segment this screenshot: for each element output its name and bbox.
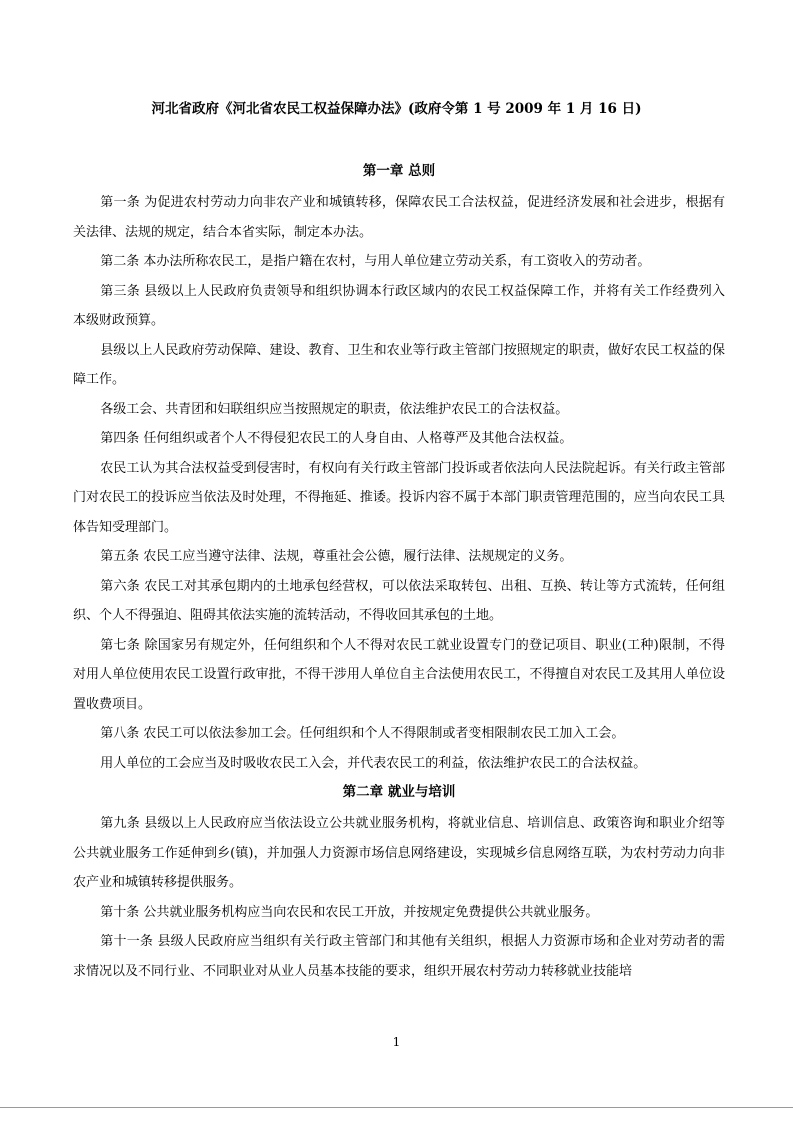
article-3: 第三条 县级以上人民政府负责领导和组织协调本行政区域内的农民工权益保障工作，并将有关工作经费列入本级财政预算。 — [73, 283, 725, 328]
page-number: 1 — [392, 1035, 401, 1049]
article-8: 第八条 农民工可以依法参加工会。任何组织和个人不得限制或者变相限制农民工加入工会。 — [100, 726, 625, 741]
article-2: 第二条 本办法所称农民工，是指户籍在农村，与用人单位建立劳动关系，有工资收入的劳动者。 — [100, 254, 651, 269]
article-8-paragraph-2: 用人单位的工会应当及时吸收农民工入会，并代表农民工的利益，依法维护农民工的合法权益。 — [100, 755, 647, 771]
article-9: 第九条 县级以上人民政府应当依法设立公共就业服务机构，将就业信息、培训信息、政策咨询和职业介绍等公共就业服务工作延伸到乡(镇)，并加强人力资源市场信息网络建设，实现城乡信息网络互联，为农村劳动力向非农产业和城镇转移提供服务。 — [73, 816, 725, 890]
article-3-paragraph-3: 各级工会、共青团和妇联组织应当按照规定的职责，依法维护农民工的合法权益。 — [100, 401, 569, 417]
article-11: 第十一条 县级人民政府应当组织有关行政主管部门和其他有关组织，根据人力资源市场和企业对劳动者的需求情况以及不同行业、不同职业对从业人员基本技能的要求，组织开展农村劳动力转移就业技能培 — [73, 934, 725, 979]
chapter-heading: 第二章 就业与培训 — [342, 784, 456, 800]
article-4: 第四条 任何组织或者个人不得侵犯农民工的人身自由、人格尊严及其他合法权益。 — [100, 431, 573, 446]
article-7: 第七条 除国家另有规定外，任何组织和个人不得对农民工就业设置专门的登记项目、职业(工种)限制，不得对用人单位使用农民工设置行政审批，不得干涉用人单位自主合法使用农民工，不得擅自对农民工及其用人单位设置收费项目。 — [73, 637, 725, 712]
article-6: 第六条 农民工对其承包期内的土地承包经营权，可以依法采取转包、出租、互换、转让等方式流转，任何组织、个人不得强迫、阻碍其依法实施的流转活动，不得收回其承包的土地。 — [73, 578, 725, 623]
chapter-heading: 第一章 总则 — [362, 163, 436, 179]
chapter-1 — [73, 161, 725, 778]
article-4-paragraph-2: 农民工认为其合法权益受到侵害时，有权向有关行政主管部门投诉或者依法向人民法院起诉。有关行政主管部门对农民工的投诉应当依法及时处理，不得拖延、推诿。投诉内容不属于本部门职责管理范围的，应当向农民工具体告知受理部门。 — [73, 460, 725, 535]
article-3-paragraph-2: 县级以上人民政府劳动保障、建设、教育、卫生和农业等行政主管部门按照规定的职责，做好农民工权益的保障工作。 — [73, 342, 725, 387]
document-body — [73, 161, 725, 990]
article-5: 第五条 农民工应当遵守法律、法规，尊重社会公德，履行法律、法规规定的义务。 — [100, 549, 573, 564]
page-bottom-divider — [0, 1107, 793, 1108]
article-1: 第一条 为促进农村劳动力向非农产业和城镇转移，保障农民工合法权益，促进经济发展和社会进步，根据有关法律、法规的规定，结合本省实际，制定本办法。 — [73, 195, 725, 240]
article-10: 第十条 公共就业服务机构应当向农民和农民工开放，并按规定免费提供公共就业服务。 — [100, 904, 599, 920]
chapter-2 — [73, 782, 725, 986]
document-title: 河北省政府《河北省农民工权益保障办法》(政府令第 1 号 2009 年 1 月 16 日) — [151, 101, 642, 117]
